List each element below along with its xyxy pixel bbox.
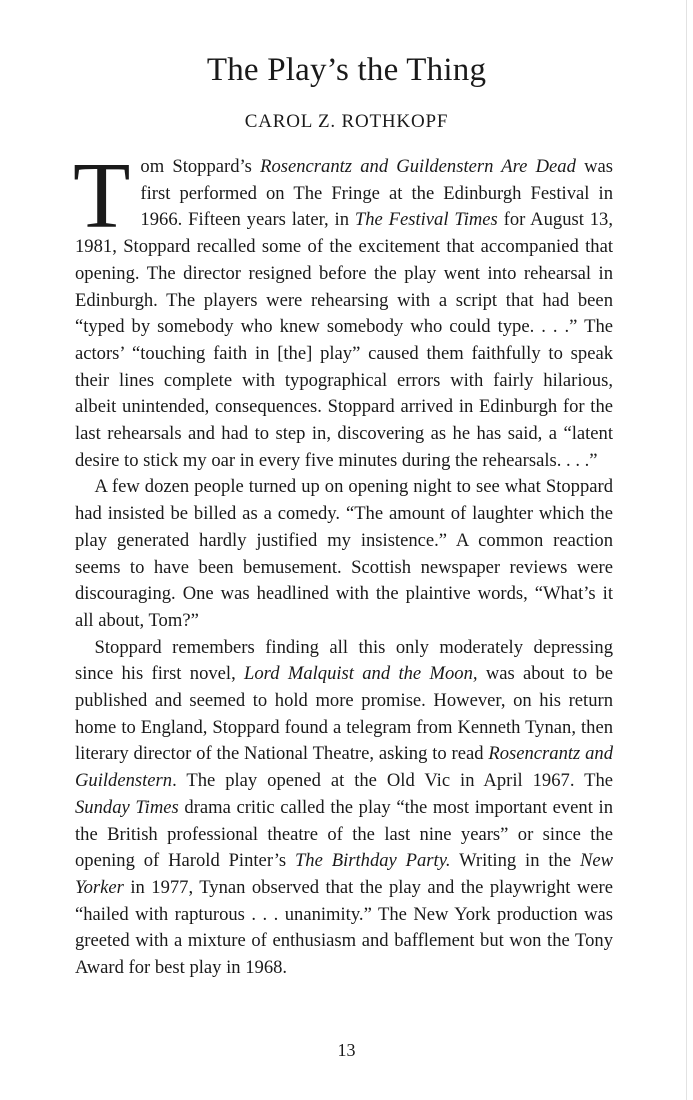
paragraph-text: for August 13, 1981, Stoppard recalled some of the excitement that accompanied that opening. The director resigned before the play went into rehearsal in Edinburgh. The players were rehearsing with a script that had been “typed by somebody who knew somebody who could type. . . .” The actors’ “touching faith in [the] play” caused them faithfully to speak their lines complete with typographical errors with fairly hilarious, albeit unintended, consequences. Stoppard arrived in Edinburgh for the last rehearsals and had to step in, discovering as he has said, a “latent desire to stick my oar in every five minutes during the rehearsals. . . .” [75,209,614,471]
body-paragraph [75,635,613,982]
article-author: CAROL Z. ROTHKOPF [244,111,449,132]
article-body [73,144,614,982]
body-paragraph [73,144,614,474]
drop-cap: T [73,144,131,248]
paragraph-text: Writing in the [450,850,580,872]
body-paragraph [75,474,613,634]
italic-title: Rosencrantz and Guildenstern [75,743,613,792]
paragraph-text: was first performed on The Fringe at the Edinburgh Festival in 1966. Fifteen years later, in [140,156,613,231]
paragraph-text: Stoppard remembers finding all this only moderately depressing since his first novel, [75,636,613,685]
page-edge-line [686,0,687,1100]
italic-title: Lord Malquist and the Moon, [244,663,478,685]
paragraph-text: drama critic called the play “the most important event in the British professional theatre of the last nine years” or since the opening of Harold Pinter’s [75,796,613,872]
italic-title: The Festival Times [354,209,498,231]
page-number: 13 [337,1040,356,1060]
italic-title: New Yorker [75,850,613,898]
paragraph-text: A few dozen people turned up on opening night to see what Stoppard had insisted be billed as a comedy. “The amount of laughter which the play generated hardly justified my insistence.” A common reaction seems to have been bemusement. Scottish newspaper reviews were discouraging. One was headlined with the plaintive words, “What’s it all about, Tom?” [75,476,613,631]
paragraph-text: in 1977, Tynan observed that the play and the playwright were “hailed with rapturous . . . unanimity.” The New York production was greeted with a mixture of enthusiasm and bafflement but won the Tony Award for best play in 1968. [75,876,613,979]
paragraph-text: . The play opened at the Old Vic in April 1967. The [172,770,613,792]
paragraph-text: was about to be published and seemed to hold more promise. However, on his return home to England, Stoppard found a telegram from Kenneth Tynan, then literary director of the National Theatre, asking to read [75,663,613,765]
paragraph-text: om Stoppard’s [140,156,261,177]
italic-title: The Birthday Party. [294,850,451,872]
italic-title: Sunday Times [75,796,179,818]
italic-title: Rosencrantz and Guildenstern Are Dead [260,156,576,177]
article-title: The Play’s the Thing [206,52,487,88]
